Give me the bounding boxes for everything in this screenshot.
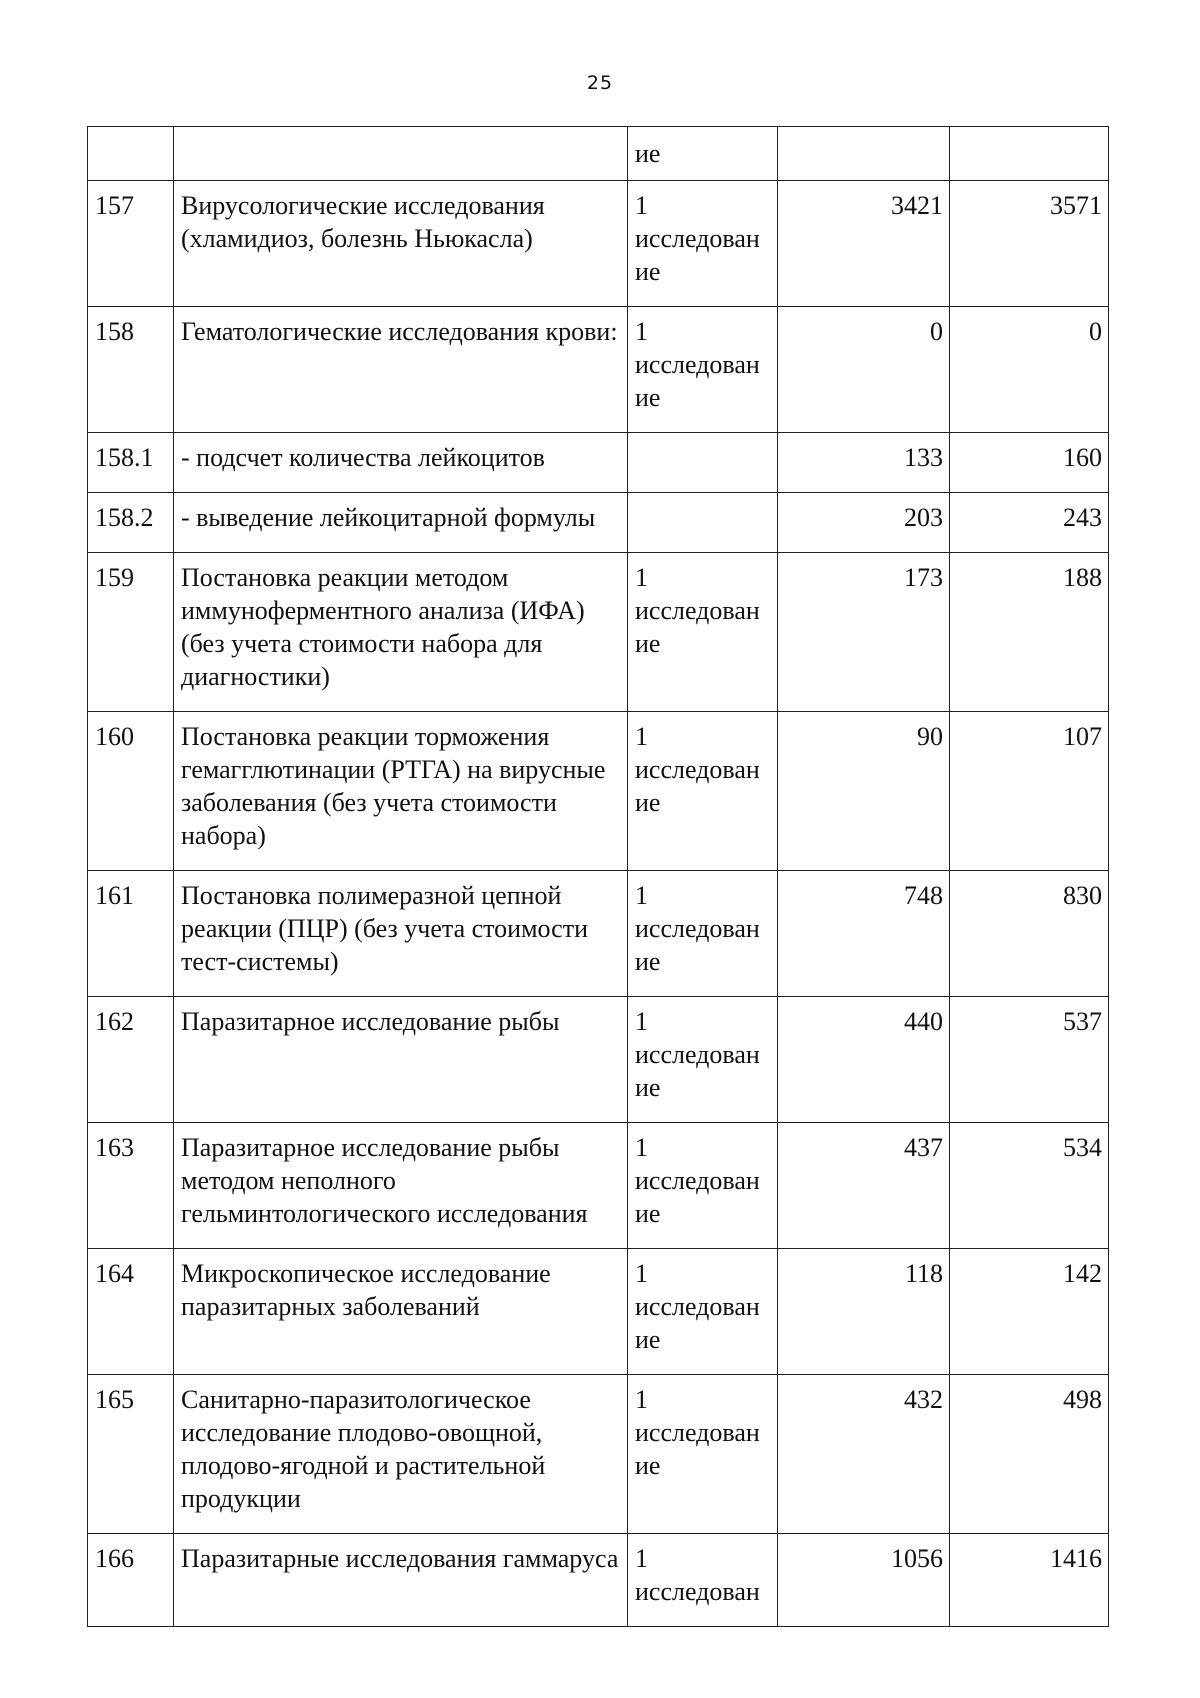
- table-row: [88, 181, 1109, 307]
- price-1-cell: 1056: [778, 1534, 950, 1627]
- unit-cell: [628, 433, 778, 493]
- row-number-cell: [88, 127, 174, 181]
- unit-cell: [628, 493, 778, 553]
- unit-cell: 1 исследован ие: [628, 1123, 778, 1249]
- table-row: [88, 871, 1109, 997]
- price-2-cell: 498: [950, 1375, 1109, 1534]
- service-name-cell: [174, 127, 628, 181]
- price-2-cell: 107: [950, 712, 1109, 871]
- row-number-cell: 162: [88, 997, 174, 1123]
- price-2-cell: 0: [950, 307, 1109, 433]
- unit-cell: 1 исследован ие: [628, 712, 778, 871]
- price-1-cell: 0: [778, 307, 950, 433]
- service-name-cell: - подсчет количества лейкоцитов: [174, 433, 628, 493]
- unit-cell: 1 исследован ие: [628, 871, 778, 997]
- price-1-cell: 748: [778, 871, 950, 997]
- price-1-cell: [778, 127, 950, 181]
- row-number-cell: 165: [88, 1375, 174, 1534]
- table-row: [88, 997, 1109, 1123]
- table-row: [88, 1534, 1109, 1627]
- service-name-cell: Гематологические исследования крови:: [174, 307, 628, 433]
- table-row: [88, 1249, 1109, 1375]
- unit-cell: ие: [628, 127, 778, 181]
- price-table: [87, 126, 1109, 1627]
- service-name-cell: Постановка полимеразной цепной реакции (ПЦР) (без учета стоимости тест-системы): [174, 871, 628, 997]
- row-number-cell: 157: [88, 181, 174, 307]
- row-number-cell: 164: [88, 1249, 174, 1375]
- price-2-cell: 830: [950, 871, 1109, 997]
- row-number-cell: 158.2: [88, 493, 174, 553]
- table-row: [88, 307, 1109, 433]
- row-number-cell: 159: [88, 553, 174, 712]
- unit-cell: 1 исследован ие: [628, 1249, 778, 1375]
- unit-cell: 1 исследован ие: [628, 307, 778, 433]
- service-name-cell: - выведение лейкоцитарной формулы: [174, 493, 628, 553]
- price-2-cell: 142: [950, 1249, 1109, 1375]
- service-name-cell: Паразитарные исследования гаммаруса: [174, 1534, 628, 1627]
- price-1-cell: 133: [778, 433, 950, 493]
- price-1-cell: 3421: [778, 181, 950, 307]
- price-1-cell: 90: [778, 712, 950, 871]
- price-2-cell: 160: [950, 433, 1109, 493]
- service-name-cell: Паразитарное исследование рыбы методом неполного гельминтологического исследования: [174, 1123, 628, 1249]
- unit-cell: 1 исследован ие: [628, 997, 778, 1123]
- unit-cell: 1 исследован ие: [628, 553, 778, 712]
- row-number-cell: 158.1: [88, 433, 174, 493]
- price-1-cell: 118: [778, 1249, 950, 1375]
- price-1-cell: 173: [778, 553, 950, 712]
- price-2-cell: 1416: [950, 1534, 1109, 1627]
- table-row: [88, 433, 1109, 493]
- page-number: 25: [586, 72, 614, 94]
- table-row: [88, 553, 1109, 712]
- service-name-cell: Санитарно-паразитологическое исследование плодово-овощной, плодово-ягодной и растительной продукции: [174, 1375, 628, 1534]
- row-number-cell: 161: [88, 871, 174, 997]
- table-row: [88, 127, 1109, 181]
- service-name-cell: Постановка реакции торможения гемагглютинации (РТГА) на вирусные заболевания (без учета стоимости набора): [174, 712, 628, 871]
- unit-cell: 1 исследован ие: [628, 181, 778, 307]
- service-name-cell: Микроскопическое исследование паразитарных заболеваний: [174, 1249, 628, 1375]
- row-number-cell: 158: [88, 307, 174, 433]
- row-number-cell: 166: [88, 1534, 174, 1627]
- table-row: [88, 1375, 1109, 1534]
- price-2-cell: 243: [950, 493, 1109, 553]
- service-name-cell: Постановка реакции методом иммуноферментного анализа (ИФА) (без учета стоимости набора для диагностики): [174, 553, 628, 712]
- table-body: [88, 127, 1109, 1627]
- price-2-cell: 537: [950, 997, 1109, 1123]
- service-name-cell: Вирусологические исследования (хламидиоз, болезнь Ньюкасла): [174, 181, 628, 307]
- unit-cell: 1 исследован: [628, 1534, 778, 1627]
- price-2-cell: 534: [950, 1123, 1109, 1249]
- table-row: [88, 712, 1109, 871]
- price-2-cell: 188: [950, 553, 1109, 712]
- price-2-cell: 3571: [950, 181, 1109, 307]
- table-row: [88, 493, 1109, 553]
- price-1-cell: 437: [778, 1123, 950, 1249]
- row-number-cell: 160: [88, 712, 174, 871]
- service-name-cell: Паразитарное исследование рыбы: [174, 997, 628, 1123]
- row-number-cell: 163: [88, 1123, 174, 1249]
- price-1-cell: 203: [778, 493, 950, 553]
- table-row: [88, 1123, 1109, 1249]
- price-1-cell: 440: [778, 997, 950, 1123]
- price-2-cell: [950, 127, 1109, 181]
- price-1-cell: 432: [778, 1375, 950, 1534]
- unit-cell: 1 исследован ие: [628, 1375, 778, 1534]
